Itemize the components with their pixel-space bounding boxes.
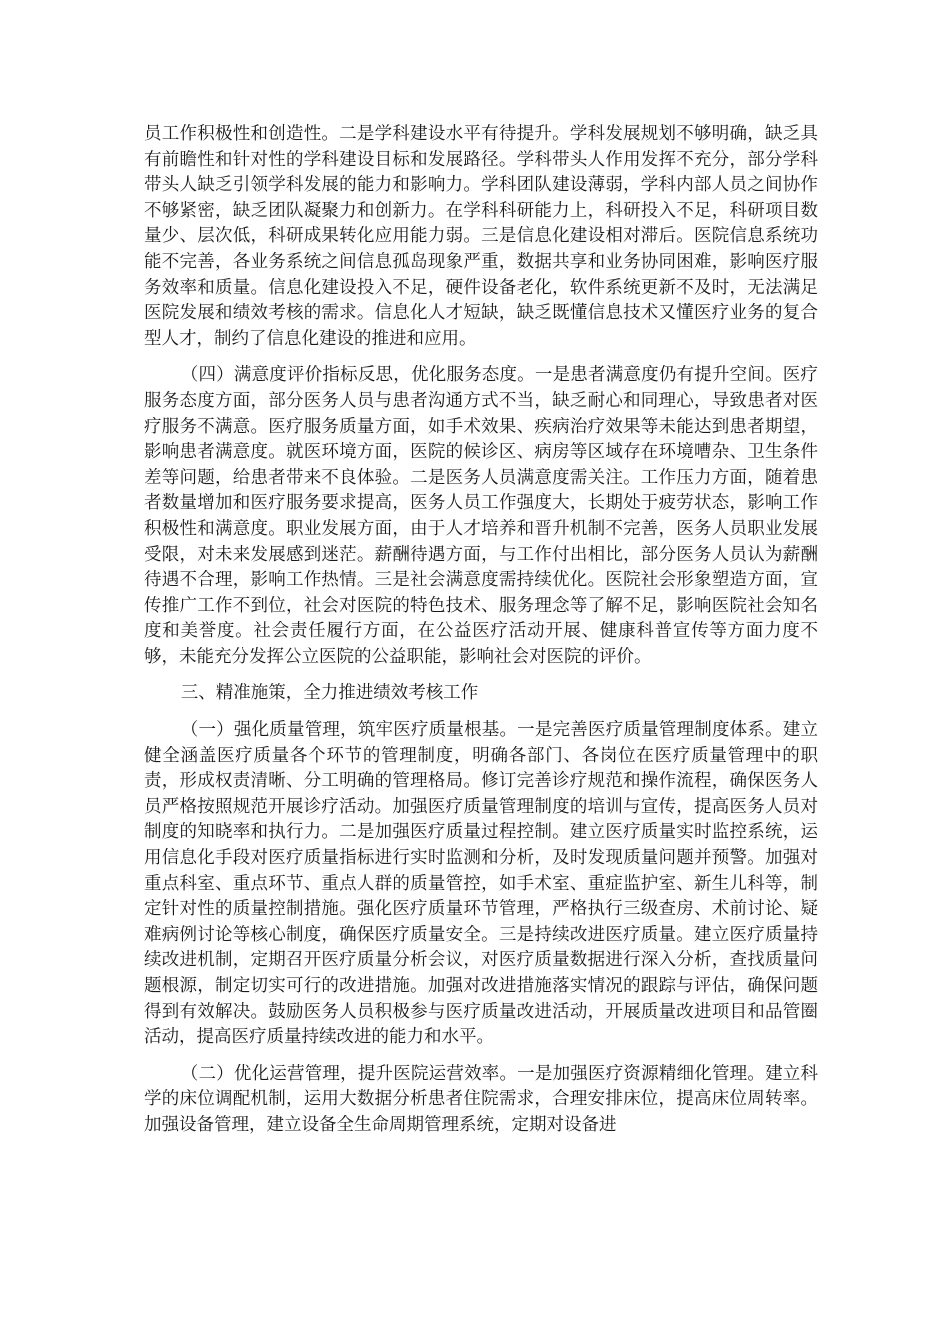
body-paragraph: （一）强化质量管理，筑牢医疗质量根基。一是完善医疗质量管理制度体系。建立健全涵盖医疗质量各个环节的管理制度，明确各部门、各岗位在医疗质量管理中的职责，形成权责清晰、分工明确的管理格局。修订完善诊疗规范和操作流程，确保医务人员严格按照规范开展诊疗活动。加强医疗质量管理制度的培训与宣传，提高医务人员对制度的知晓率和执行力。二是加强医疗质量过程控制。建立医疗质量实时监控系统，运用信息化手段对医疗质量指标进行实时监测和分析，及时发现质量问题并预警。加强对重点科室、重点环节、重点人群的质量管控，如手术室、重症监护室、新生儿科等，制定针对性的质量控制措施。强化医疗质量环节管理，严格执行三级查房、术前讨论、疑难病例讨论等核心制度，确保医疗质量安全。三是持续改进医疗质量。建立医疗质量持续改进机制，定期召开医疗质量分析会议，对医疗质量数据进行深入分析，查找质量问题根源，制定切实可行的改进措施。加强对改进措施落实情况的跟踪与评估，确保问题得到有效解决。鼓励医务人员积极参与医疗质量改进活动，开展质量改进项目和品管圈活动，提高医疗质量持续改进的能力和水平。 [144,720,818,1048]
section-heading: 三、精准施策，全力推进绩效考核工作 [180,683,479,704]
body-paragraph: 员工作积极性和创造性。二是学科建设水平有待提升。学科发展规划不够明确，缺乏具有前瞻性和针对性的学科建设目标和发展路径。学科带头人作用发挥不充分，部分学科带头人缺乏引领学科发展的能力和影响力。学科团队建设薄弱，学科内部人员之间协作不够紧密，缺乏团队凝聚力和创新力。在学科科研能力上，科研投入不足，科研项目数量少、层次低，科研成果转化应用能力弱。三是信息化建设相对滞后。医院信息系统功能不完善，各业务系统之间信息孤岛现象严重，数据共享和业务协同困难，影响医疗服务效率和质量。信息化建设投入不足，硬件设备老化，软件系统更新不及时，无法满足医院发展和绩效考核的需求。信息化人才短缺，缺乏既懂信息技术又懂医疗业务的复合型人才，制约了信息化建设的推进和应用。 [144,124,818,349]
body-paragraph: （二）优化运营管理，提升医院运营效率。一是加强医疗资源精细化管理。建立科学的床位调配机制，运用大数据分析患者住院需求，合理安排床位，提高床位周转率。加强设备管理，建立设备全生命周期管理系统，定期对设备进 [144,1063,818,1135]
document-page [144,122,818,1150]
body-paragraph: （四）满意度评价指标反思，优化服务态度。一是患者满意度仍有提升空间。医疗服务态度方面，部分医务人员与患者沟通方式不当，缺乏耐心和同理心，导致患者对医疗服务不满意。医疗服务质量方面，如手术效果、疾病治疗效果等未能达到患者期望，影响患者满意度。就医环境方面，医院的候诊区、病房等区域存在环境嘈杂、卫生条件差等问题，给患者带来不良体验。二是医务人员满意度需关注。工作压力方面，随着患者数量增加和医疗服务要求提高，医务人员工作强度大，长期处于疲劳状态，影响工作积极性和满意度。职业发展方面，由于人才培养和晋升机制不完善，医务人员职业发展受限，对未来发展感到迷茫。薪酬待遇方面，与工作付出相比，部分医务人员认为薪酬待遇不合理，影响工作热情。三是社会满意度需持续优化。医院社会形象塑造方面，宣传推广工作不到位，社会对医院的特色技术、服务理念等了解不足，影响医院社会知名度和美誉度。社会责任履行方面，在公益医疗活动开展、健康科普宣传等方面力度不够，未能充分发挥公立医院的公益职能，影响社会对医院的评价。 [144,365,818,667]
